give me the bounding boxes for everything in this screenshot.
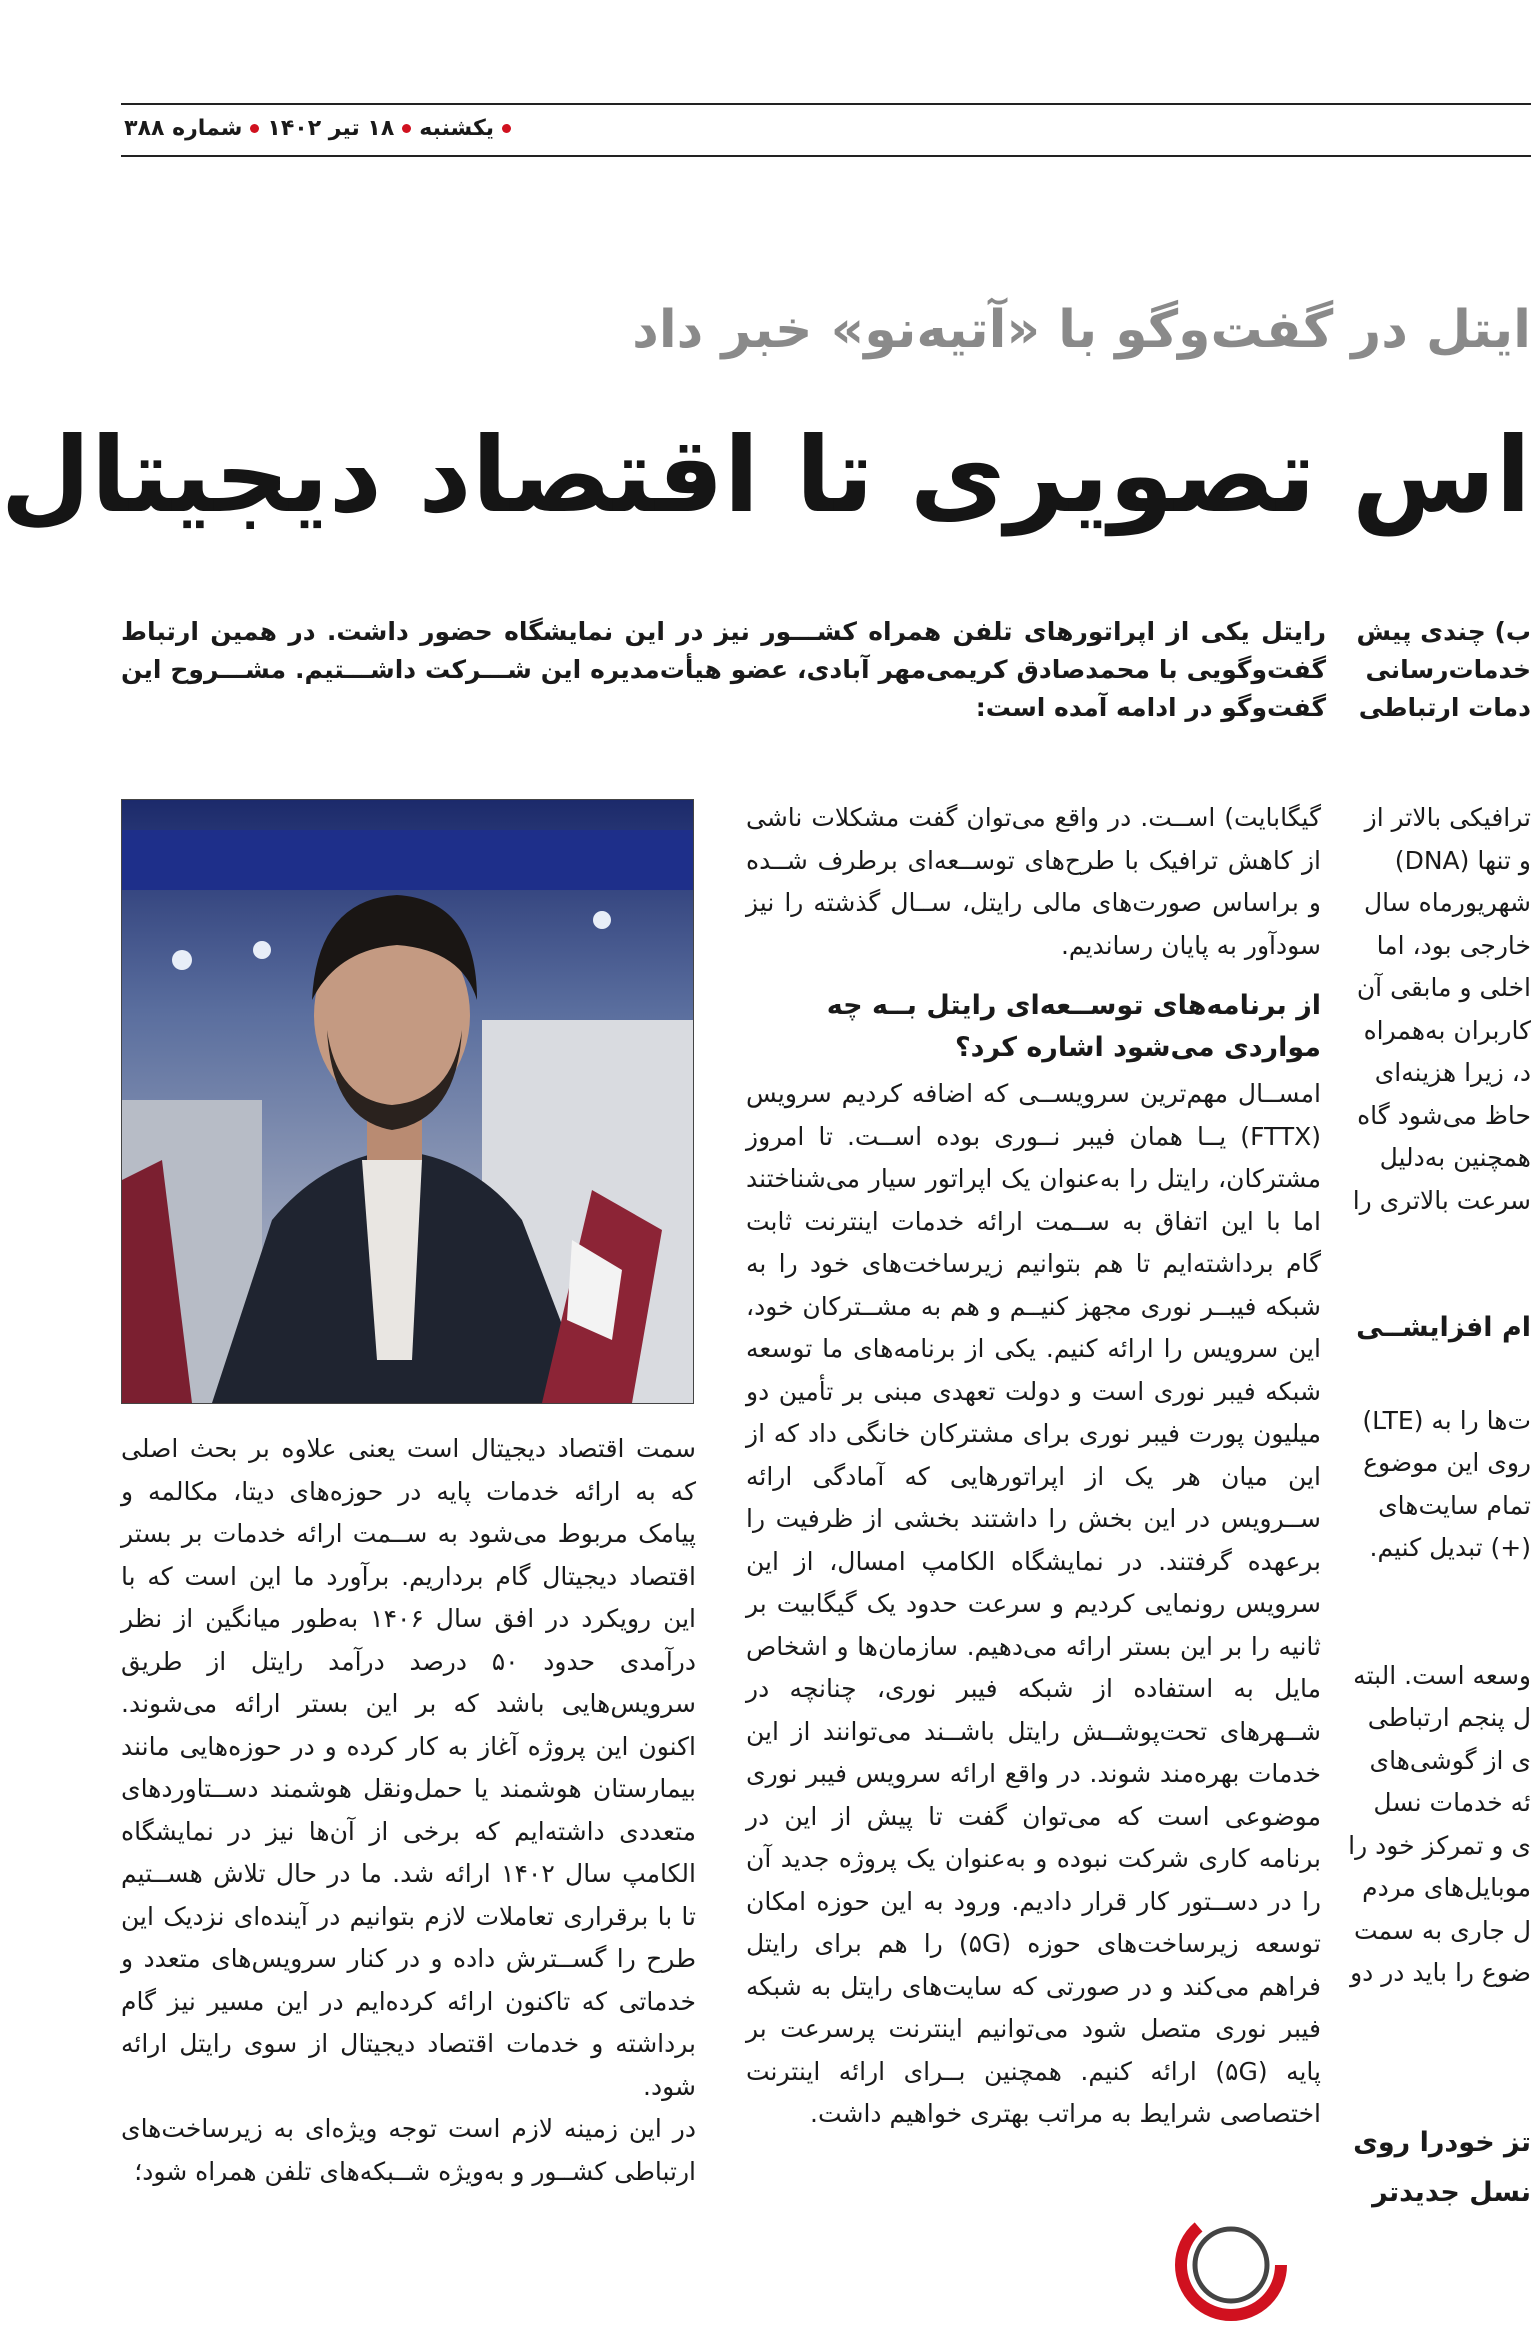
right-subheading-2b: نسل جدیدتر — [1372, 2177, 1531, 2208]
right-lead-line: ب) چندی پیش — [1356, 617, 1531, 646]
right-line: ترافیکی بالاتر از — [1364, 803, 1531, 832]
right-line: خارجی بود، اما — [1376, 930, 1531, 960]
interview-question: از برنامه‌های توســعه‌ای رایتل بــه چه مواردی می‌شود اشاره کرد؟ — [826, 990, 1321, 1063]
right-line: وسعه است. البته — [1353, 1660, 1531, 1690]
masthead-issue: شماره ۳۸۸ — [124, 115, 243, 141]
right-lead-line: دمات ارتباطی — [1358, 693, 1531, 722]
right-line: ئه خدمات نسل — [1373, 1788, 1531, 1817]
masthead-bottom-rule — [121, 155, 1531, 157]
left-paragraph-2: در این زمینه لازم است توجه ویژه‌ای به زیرساخت‌های ارتباطی کشــور و به‌ویژه شــبکه‌های تلفن همراه شود؛ — [121, 2114, 696, 2186]
spacer — [1366, 1357, 1531, 1400]
portrait-photo — [121, 799, 694, 1404]
spacer — [1366, 1995, 1531, 2038]
left-paragraph-1: سمت اقتصاد دیجیتال است یعنی علاوه بر بحث اصلی که به ارائه خدمات پایه در حوزه‌های دیتا، مکالمه و پیامک مربوط می‌شود به ســمت ارائه خدمات بر بستر اقتصاد دیجیتال گام برداریم. برآورد ما این است که با این رویکرد در افق سال ۱۴۰۶ به‌طور میانگین از نظر درآمدی حدود ۵۰ درصد درآمد رایتل از طریق سرویس‌هایی باشد که بر این بستر ارائه می‌شوند. اکنون این پروژه آغاز به کار کرده و در حوزه‌هایی مانند بیمارستان هوشمند یا حمل‌ونقل هوشمند دســتاوردهای متعددی داشته‌ایم که برخی از آن‌ها نیز در نمایشگاه الکامپ سال ۱۴۰۲ ارائه شد. ما در حال تلاش هســتیم تا با برقراری تعاملات لازم بتوانیم در آینده‌ای نزدیک این طرح را گســترش داده و در کنار سرویس‌های متعدد و خدماتی که تاکنون ارائه کرده‌ایم در این مسیر نیز گام برداشته و خدمات اقتصاد دیجیتال از سوی رایتل ارائه شود. — [121, 1434, 696, 2101]
right-column — [1348, 797, 1531, 2257]
right-line: ت‌ها را به (LTE) — [1362, 1405, 1531, 1435]
bullet-dot-icon — [250, 124, 259, 133]
bullet-dot-icon — [502, 124, 511, 133]
spacer — [1366, 1612, 1531, 1655]
spacer — [1366, 1265, 1531, 1308]
middle-column — [746, 797, 1321, 2167]
masthead-top-rule — [121, 103, 1531, 105]
right-line: ل پنجم ارتباطی — [1367, 1703, 1531, 1732]
masthead-dateline — [121, 108, 511, 148]
bullet-dot-icon — [402, 124, 411, 133]
article-kicker: ایتل در گفت‌وگو با «آتیه‌نو» خبر داد — [632, 300, 1531, 360]
spacer — [1366, 2080, 1531, 2123]
right-line: اخلی و مابقی آن — [1356, 973, 1531, 1002]
right-subheading-2a: تز خودرا روی — [1353, 2127, 1531, 2158]
right-line: (+) تبدیل کنیم. — [1369, 1533, 1531, 1562]
right-line: ل جاری به سمت — [1353, 1915, 1531, 1945]
right-line: ضوع را باید در دو — [1350, 1958, 1531, 1987]
right-line: حاظ می‌شود گاه — [1357, 1100, 1531, 1130]
right-line: ی از گوشی‌های — [1369, 1745, 1531, 1775]
middle-paragraph-2: امســال مهم‌ترین سرویســی که اضافه کردیم سرویس (FTTX) یــا همان فیبر نــوری بوده اســت. تا امروز مشترکان، رایتل را به‌عنوان یک اپراتور سیار می‌شناختند اما با این اتفاق به ســمت ارائه خدمات اینترنت ثابت گام برداشته‌ایم تا هم بتوانیم زیرساخت‌های خود را به شبکه فیبــر نوری مجهز کنیــم و هم به مشــترکان خود، این سرویس را ارائه کنیم. یکی از برنامه‌های ما توسعه شبکه فیبر نوری است و دولت تعهدی مبنی بر تأمین دو میلیون پورت فیبر نوری برای مشترکان خانگی داد که از این میان هر یک از اپراتورهایی که آمادگی ارائه ســرویس در این بخش را داشتند بخشی از ظرفیت را برعهده گرفتند. در نمایشگاه الکامپ امسال، از این سرویس رونمایی کردیم و سرعت حدود یک گیگابیت بر ثانیه را بر این بستر ارائه می‌دهیم. سازمان‌ها و اشخاص مایل به استفاده از شبکه فیبر نوری، چنانچه در شــهرهای تحت‌پوشــش رایتل باشــند می‌توانند از این خدمات بهره‌مند شوند. در واقع ارائه سرویس فیبر نوری موضوعی است که می‌توان گفت تا پیش از این در برنامه کاری شرکت نبوده و به‌عنوان یک پروژه جدید آن را در دســتور کار قرار دادیم. ورود به این حوزه امکان توسعه زیرساخت‌های حوزه (۵G) را هم برای رایتل فراهم می‌کند و در صورتی که سایت‌های رایتل به شبکه فیبر نوری متصل شود می‌توانیم اینترنت پرسرعت بر پایه (۵G) ارائه کنیم. همچنین بــرای ارائه اینترنت اختصاصی شرایط به مراتب بهتری خواهیم داشت. — [746, 1079, 1322, 2128]
portrait-photo-icon — [122, 800, 693, 1403]
right-line: ی و تمرکز خود را — [1348, 1830, 1531, 1860]
right-line: و تنها (DNA) — [1394, 845, 1531, 875]
rightel-logo-icon — [1171, 2205, 1291, 2325]
masthead-day: یکشنبه — [419, 115, 494, 141]
spacer — [1366, 1222, 1531, 1265]
right-lead-line: خدمات‌رسانی — [1365, 655, 1531, 684]
middle-paragraph-1: گیگابایت) اســت. در واقع می‌توان گفت مشکلات ناشی از کاهش ترافیک با طرح‌های توســعه‌ای برطرف شــده و براساس صورت‌های مالی رایتل، ســال گذشته را نیز سودآور به پایان رساندیم. — [746, 803, 1321, 960]
right-line: روی این موضوع — [1363, 1448, 1531, 1477]
right-line: شهریورماه سال — [1364, 888, 1531, 917]
spacer — [1366, 1570, 1531, 1613]
right-line: همچنین به‌دلیل — [1379, 1143, 1531, 1172]
left-column — [121, 1428, 696, 2186]
masthead-date: ۱۸ تیر ۱۴۰۲ — [267, 115, 395, 141]
rightel-logo — [1171, 2205, 1291, 2325]
right-line: موبایل‌های مردم — [1362, 1873, 1531, 1902]
right-line: د، زیرا هزینه‌ای — [1374, 1058, 1531, 1087]
article-lead: رایتل یکی از اپراتورهای تلفن همراه کشـــور نیز در این نمایشگاه حضور داشت. در همین ارتباط گفت‌وگویی با محمدصادق کریمی‌مهر آبادی، عضو هیأت‌مدیره این شـــرکت داشـــتیم. مشـــروح این گفت‌وگو در ادامه آمده است: — [121, 617, 1326, 722]
right-subheading: ام افزایشــی — [1356, 1312, 1531, 1343]
spacer — [1366, 2037, 1531, 2080]
right-line: کاربران به‌همراه — [1363, 1015, 1531, 1045]
right-line: سرعت بالاتری را — [1352, 1185, 1531, 1215]
right-line: تمام سایت‌های — [1378, 1490, 1531, 1520]
article-headline: اس تصویری تا اقتصاد دیجیتال — [0, 414, 1531, 536]
right-column-lead — [1356, 613, 1531, 743]
